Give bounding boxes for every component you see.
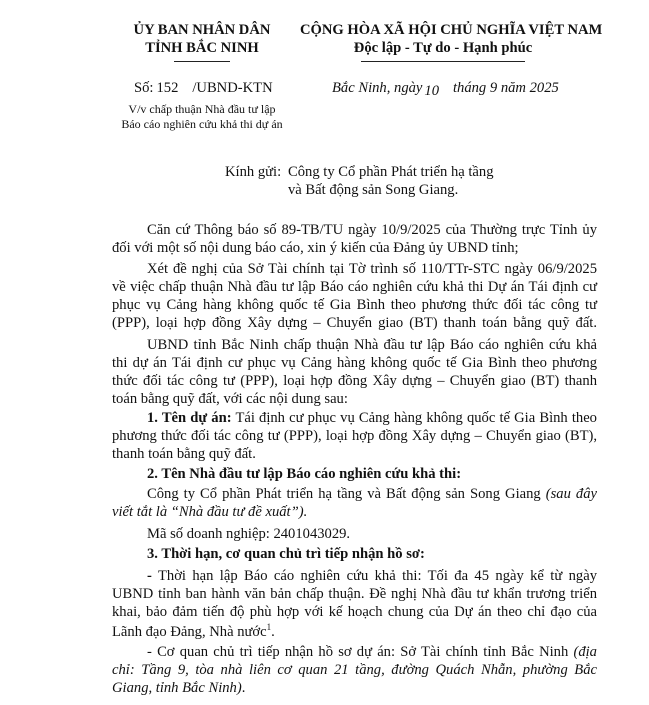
section-2-line-2: viết tắt là “Nhà đầu tư đề xuất”). — [112, 504, 308, 520]
issuer-province: TỈNH BẮC NINH — [145, 40, 259, 56]
bullet-dash: - — [147, 568, 152, 584]
section-3-b-line-3 — [112, 680, 597, 697]
p3-line: UBND tỉnh Bắc Ninh chấp thuận Nhà đầu tư lập Báo cáo nghiên cứu khả — [147, 337, 597, 353]
section-3-a-line-2: UBND tỉnh ban hành văn bản chấp thuận. Đề nghị Nhà đầu tư khẩn trương triển — [112, 586, 597, 602]
p2-line: về việc chấp thuận Nhà đầu tư lập Báo cáo nghiên cứu khả thi Dự án Tái định cư — [112, 279, 597, 295]
section-1-text: Tái định cư phục vụ Cảng hàng không quốc tế Gia Bình theo — [235, 410, 597, 426]
issuer-name: ỦY BAN NHÂN DÂN — [133, 22, 271, 38]
section-2-tax-code: Mã số doanh nghiệp: 2401043029. — [147, 526, 351, 542]
section-1-title: 1. Tên dự án: — [147, 410, 232, 426]
section-1-line-1 — [147, 410, 597, 427]
p1-line: Căn cứ Thông báo số 89-TB/TU ngày 10/9/2025 của Thường trực Tỉnh ủy — [147, 222, 597, 238]
section-3-a-line-3: khai, bảo đảm tiến độ phù hợp với kế hoạch chung của Dự án theo chỉ đạo của — [112, 604, 597, 620]
period: . — [271, 623, 275, 640]
section-3-b-period: . — [241, 680, 246, 696]
section-2-italic-start: (sau đây — [545, 486, 597, 502]
p2-line: (PPP), loại hợp đồng Xây dựng – Chuyển giao (BT) thanh toán bằng quỹ đất. — [112, 315, 597, 331]
p3-line: thức đối tác công tư (PPP), loại hợp đồng Xây dựng – Chuyển giao (BT) thanh — [112, 373, 597, 389]
nominated-investor: Công ty Cổ phần Phát triển hạ tầng và Bất động sản Song Giang — [147, 486, 541, 502]
date-day: 10 — [424, 83, 439, 99]
bullet-dash: - — [147, 644, 152, 660]
p3-line: thi dự án Tái định cư phục vụ Cảng hàng không quốc tế Gia Bình theo phương — [112, 355, 597, 371]
section-3-a-line-1 — [147, 568, 597, 585]
p1-line: đối với một số nội dung báo cáo, xin ý kiến của Đảng ủy UBND tỉnh; — [112, 240, 519, 256]
date-prefix: Bắc Ninh, ngày — [332, 80, 423, 96]
section-3-b-line-1 — [147, 644, 597, 661]
date-suffix: tháng 9 năm 2025 — [452, 80, 559, 96]
recipient-label: Kính gửi: — [225, 164, 282, 180]
p3-line: toán bằng quỹ đất, với các nội dung sau: — [112, 391, 348, 407]
section-3-b-italic-end: Giang, tỉnh Bắc Ninh) — [112, 680, 242, 696]
section-1-line-2: phương thức đối tác công tư (PPP), loại hợp đồng Xây dựng – Chuyển giao (BT), — [112, 428, 597, 444]
section-3-b-italic-start: (địa — [573, 644, 597, 660]
recipient-line-2: và Bất động sản Song Giang. — [288, 182, 459, 198]
motto-underline — [361, 61, 525, 62]
doc-number-prefix: Số: — [134, 80, 154, 96]
section-3-title: 3. Thời hạn, cơ quan chủ trì tiếp nhận hồ sơ: — [147, 546, 425, 562]
national-motto: Độc lập - Tự do - Hạnh phúc — [353, 40, 533, 56]
recipient-line-1: Công ty Cổ phần Phát triển hạ tầng — [288, 164, 494, 180]
subject-line-2: Báo cáo nghiên cứu khả thi dự án — [121, 117, 283, 131]
document-date — [332, 80, 559, 97]
p2-line: Xét đề nghị của Sở Tài chính tại Tờ trình số 110/TTr-STC ngày 06/9/2025 — [147, 261, 597, 277]
section-3-a-text: Thời hạn lập Báo cáo nghiên cứu khả thi: Tối đa 45 ngày kể từ ngày — [157, 568, 597, 584]
doc-number-suffix: /UBND-KTN — [192, 80, 273, 96]
issuer-underline — [174, 61, 230, 62]
section-3-a-line-4 — [112, 622, 597, 641]
section-3-a-text-end: Lãnh đạo Đảng, Nhà nước — [112, 623, 267, 640]
section-2-title: 2. Tên Nhà đầu tư lập Báo cáo nghiên cứu khả thi: — [147, 466, 462, 482]
doc-number-value: 152 — [156, 80, 179, 96]
subject-line-1: V/v chấp thuận Nhà đầu tư lập — [128, 102, 276, 116]
document-number — [134, 80, 273, 97]
footnote-ref[interactable]: 1 — [266, 622, 272, 632]
p2-line: phục vụ Cảng hàng không quốc tế Gia Bình theo phương thức đối tác công tư — [112, 297, 597, 313]
section-2-line-1 — [147, 486, 597, 503]
section-3-b-text: Cơ quan chủ trì tiếp nhận hồ sơ dự án: Sở Tài chính tỉnh Bắc Ninh — [157, 644, 569, 660]
national-title: CỘNG HÒA XÃ HỘI CHỦ NGHĨA VIỆT NAM — [300, 22, 603, 38]
section-1-line-3: thanh toán bằng quỹ đất. — [112, 446, 256, 462]
section-3-b-line-2: chỉ: Tầng 9, tòa nhà liên cơ quan 21 tầng, đường Quách Nhẫn, phường Bắc — [112, 662, 597, 678]
